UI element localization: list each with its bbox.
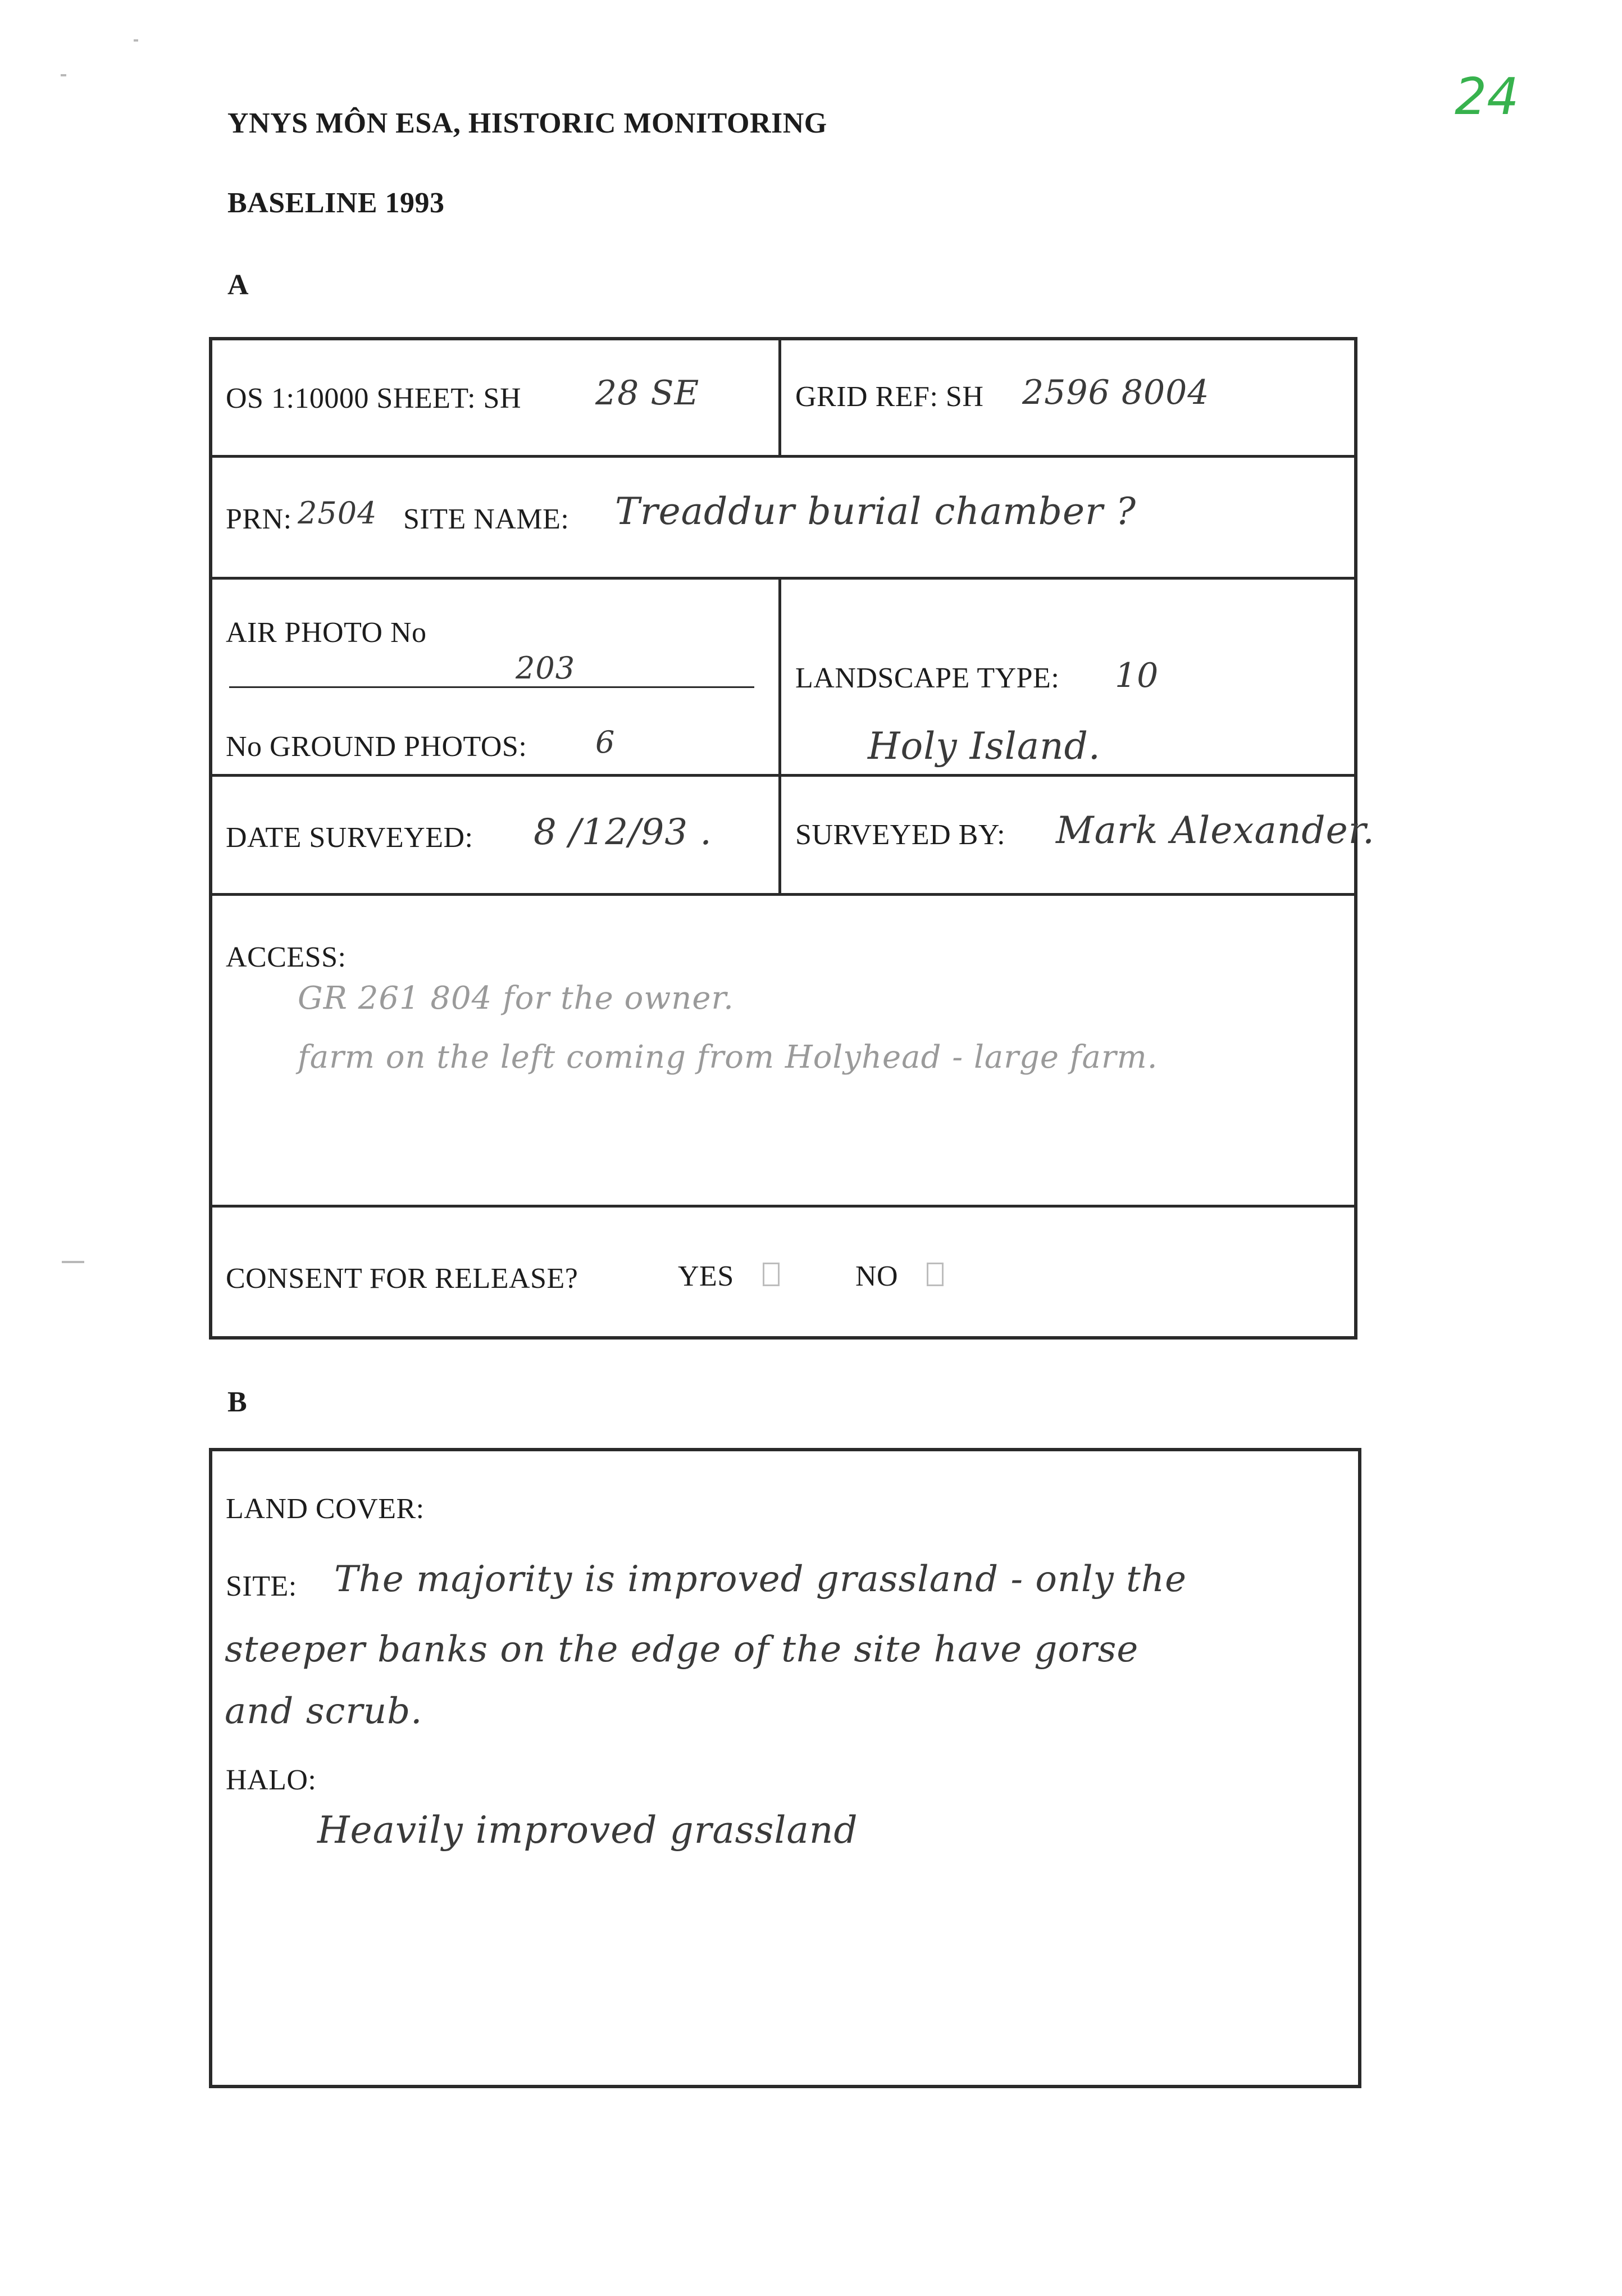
section-a-label: A [227,269,249,301]
prn-label: PRN: [226,503,292,535]
divider [209,893,1357,896]
land-cover-label: LAND COVER: [226,1493,425,1525]
os-sheet-label: OS 1:10000 SHEET: SH [226,382,522,414]
surveyed-by-value: Mark Alexander. [1056,809,1375,852]
divider [209,1205,1357,1208]
access-line-2: farm on the left coming from Holyhead - large farm. [298,1039,1158,1076]
ground-photos-value: 6 [595,725,616,760]
landscape-type-value: 10 [1115,656,1159,695]
access-line-1: GR 261 804 for the owner. [298,980,734,1017]
scan-speck [62,1261,84,1263]
consent-label: CONSENT FOR RELEASE? [226,1263,578,1295]
consent-no-label: NO [855,1260,899,1292]
air-photo-label: AIR PHOTO No [226,617,427,649]
air-photo-value: 203 [516,650,576,686]
air-photo-underline [229,686,754,688]
site-line-2: steeper banks on the edge of the site have gorse [225,1629,1139,1670]
landscape-note: Holy Island. [868,725,1101,768]
grid-ref-label: GRID REF: SH [795,381,984,413]
halo-value: Heavily improved grassland [317,1808,858,1852]
column-divider [778,577,781,896]
scan-speck [61,74,66,76]
column-divider [778,337,781,458]
divider [209,774,1357,777]
site-line-1: The majority is improved grassland - only the [334,1559,1187,1600]
consent-no-checkbox[interactable] [927,1263,944,1286]
consent-yes-checkbox[interactable] [763,1263,780,1286]
section-b-label: B [227,1386,248,1418]
grid-ref-value: 2596 8004 [1022,373,1210,412]
date-surveyed-label: DATE SURVEYED: [226,822,473,854]
prn-value: 2504 [298,495,377,531]
site-name-label: SITE NAME: [403,503,569,535]
halo-label: HALO: [226,1764,317,1796]
surveyed-by-label: SURVEYED BY: [795,819,1006,851]
landscape-type-label: LANDSCAPE TYPE: [795,662,1060,694]
site-label: SITE: [226,1570,297,1602]
section-b-form [209,1448,1361,2088]
page-title: YNYS MÔN ESA, HISTORIC MONITORING [227,107,827,139]
divider [209,577,1357,580]
consent-yes-label: YES [678,1260,734,1292]
page-number: 24 [1455,67,1519,126]
ground-photos-label: No GROUND PHOTOS: [226,731,527,763]
page-subtitle: BASELINE 1993 [227,187,445,219]
access-label: ACCESS: [226,941,347,973]
os-sheet-value: 28 SE [595,373,700,413]
site-name-value: Treaddur burial chamber ? [615,490,1136,533]
scan-speck [134,39,138,42]
site-line-3: and scrub. [225,1691,423,1732]
divider [209,455,1357,458]
date-surveyed-value: 8 /12/93 . [534,812,712,853]
